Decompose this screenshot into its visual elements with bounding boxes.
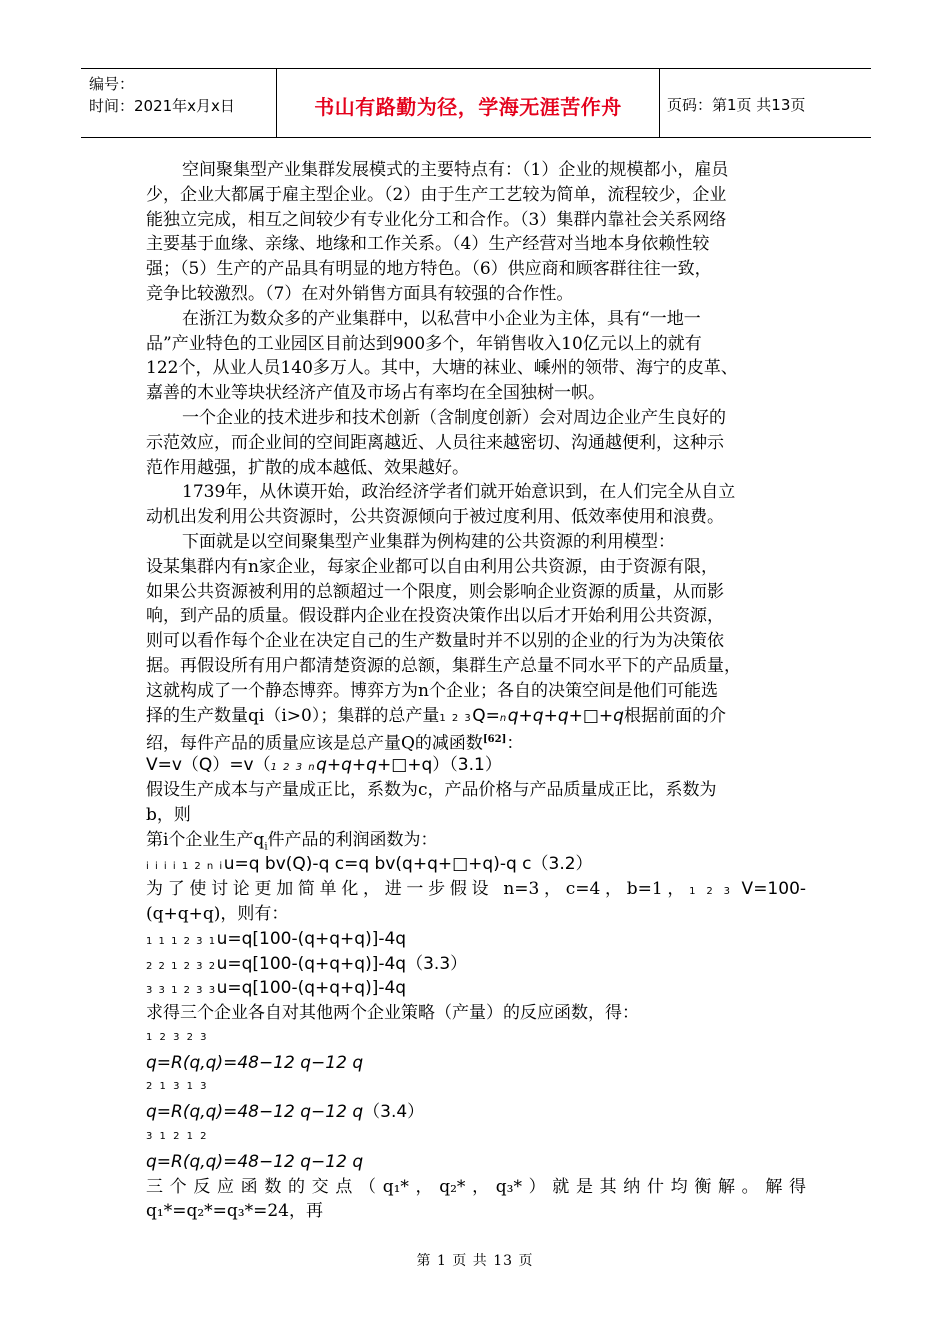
reaction-function-1: q=R(q,q)=48−12 q−12 q: [146, 1052, 364, 1073]
equation-3-1: V=v（Q）=v（1 2 3 nq+q+q+□+q）（3.1）: [146, 755, 502, 776]
date-label: 时间：2021年x月x日: [89, 97, 235, 115]
document-body: [146, 158, 806, 1224]
paragraph-line: 假设生产成本与产量成正比，系数为c，产品价格与产品质量成正比，系数为: [146, 779, 717, 800]
paragraph-line: 竞争比较激烈。（7）在对外销售方面具有较强的合作性。: [146, 283, 574, 304]
reaction-function-3: q=R(q,q)=48−12 q−12 q: [146, 1151, 364, 1172]
paragraph-line: 三个反应函数的交点（q₁*，q₂*，q₃*）就是其纳什均衡解。解得: [146, 1176, 806, 1197]
paragraph-line: 第i个企业生产$q_i$件产品的利润函数为：: [146, 829, 438, 852]
paragraph-line: 一个企业的技术进步和技术创新（含制度创新）会对周边企业产生良好的: [182, 407, 726, 428]
paragraph-line: 绍，每件产品的质量应该是总产量Q的减函数[62]：: [146, 733, 524, 754]
missing-glyph-icon: □: [391, 755, 408, 776]
paragraph-line: 这就构成了一个静态博弈。博弈方为n个企业；各自的决策空间是他们可能选: [146, 680, 718, 701]
paragraph-line: 如果公共资源被利用的总额超过一个限度，则会影响企业资源的质量，从而影: [146, 581, 724, 602]
equation-subscripts: 3 1 2 1 2: [146, 1131, 209, 1143]
formula-line-total-output: 择的生产数量qi（i>0）；集群的总产量1 2 3Q=nq+q+q+□+q根据前面的介: [146, 705, 726, 726]
paragraph-line: 设某集群内有n家企业，每家企业都可以自由利用公共资源，由于资源有限，: [146, 556, 718, 577]
paragraph-line: 在浙江为数众多的产业集群中，以私营中小企业为主体，具有“一地一: [182, 308, 701, 329]
equation-3-2: i i i i 1 2 n iu=q bv(Q)-q c=q bv(q+q+□+q)-q c（3.2）: [146, 854, 593, 875]
paragraph-line: 示范效应，而企业间的空间距离越近、人员往来越密切、沟通越便利，这种示: [146, 432, 724, 453]
paragraph-line: 空间聚集型产业集群发展模式的主要特点有：（1）企业的规模都小，雇员: [182, 160, 729, 180]
serial-label: 编号：: [89, 75, 135, 93]
paragraph-line: 少，企业大都属于雇主型企业。（2）由于生产工艺较为简单，流程较少，企业: [146, 184, 727, 205]
paragraph-line: 下面就是以空间聚集型产业集群为例构建的公共资源的利用模型：: [182, 531, 675, 552]
page-footer: 第 1 页 共 13 页: [416, 1253, 534, 1269]
missing-glyph-icon: □: [452, 854, 469, 875]
paragraph-line: 则可以看作每个企业在决定自己的生产数量时并不以别的企业的行为为决策依: [146, 631, 724, 652]
equation-3-3c: 3 3 1 2 3 3u=q[100-(q+q+q)]-4q: [146, 978, 407, 999]
paragraph-line: 品”产业特色的工业园区目前达到900多个，年销售收入10亿元以上的就有: [146, 333, 702, 354]
paragraph-line: 122个，从业人员140多万人。其中，大塘的袜业、嵊州的领带、海宁的皮革、: [146, 358, 738, 379]
paragraph-line: 强；（5）生产的产品具有明显的地方特色。（6）供应商和顾客群往往一致，: [146, 259, 712, 280]
equation-3-3a: 1 1 1 2 3 1u=q[100-(q+q+q)]-4q: [146, 928, 407, 949]
citation-ref: [62]: [482, 734, 507, 746]
page-indicator: 页码：第1页 共13页: [667, 96, 806, 114]
paragraph-line: 动机出发利用公共资源时，公共资源倾向于被过度利用、低效率使用和浪费。: [146, 507, 724, 528]
paragraph-line: 嘉善的木业等块状经济产值及市场占有率均在全国独树一帜。: [146, 383, 605, 404]
paragraph-line: 能独立完成，相互之间较少有专业化分工和合作。（3）集群内靠社会关系网络: [146, 209, 727, 230]
paragraph-line: 1739年，从休谟开始，政治经济学者们就开始意识到，在人们完全从自立: [182, 482, 736, 503]
paragraph-line: 为了使讨论更加简单化，进一步假设 n=3，c=4，b=1，1 2 3 V=100-: [146, 879, 807, 900]
paragraph-line: q₁*=q₂*=q₃*=24，再: [146, 1201, 323, 1222]
paragraph-line: 范作用越强，扩散的成本越低、效果越好。: [146, 457, 469, 478]
paragraph-line: (q+q+q)，则有：: [146, 903, 289, 924]
paragraph-line: b，则: [146, 804, 191, 825]
header-motto: 书山有路勤为径，学海无涯苦作舟: [314, 95, 622, 119]
header-divider-right: [659, 69, 660, 137]
header-meta: [89, 73, 235, 117]
equation-subscripts: 1 2 3 2 3: [146, 1031, 209, 1043]
paragraph-line: 据。再假设所有用户都清楚资源的总额，集群生产总量不同水平下的产品质量，: [146, 655, 741, 676]
reaction-function-2: q=R(q,q)=48−12 q−12 q（3.4）: [146, 1102, 425, 1123]
document-header: [81, 68, 871, 138]
paragraph-line: 主要基于血缘、亲缘、地缘和工作关系。（4）生产经营对当地本身依赖性较: [146, 234, 710, 255]
missing-glyph-icon: □: [582, 705, 599, 726]
equation-subscripts: 2 1 3 1 3: [146, 1081, 209, 1093]
paragraph-line: 响，到产品的质量。假设群内企业在投资决策作出以后才开始利用公共资源，: [146, 606, 724, 627]
paragraph-line: 求得三个企业各自对其他两个企业策略（产量）的反应函数，得：: [146, 1003, 639, 1024]
equation-3-3b: 2 2 1 2 3 2u=q[100-(q+q+q)]-4q（3.3）: [146, 953, 468, 974]
